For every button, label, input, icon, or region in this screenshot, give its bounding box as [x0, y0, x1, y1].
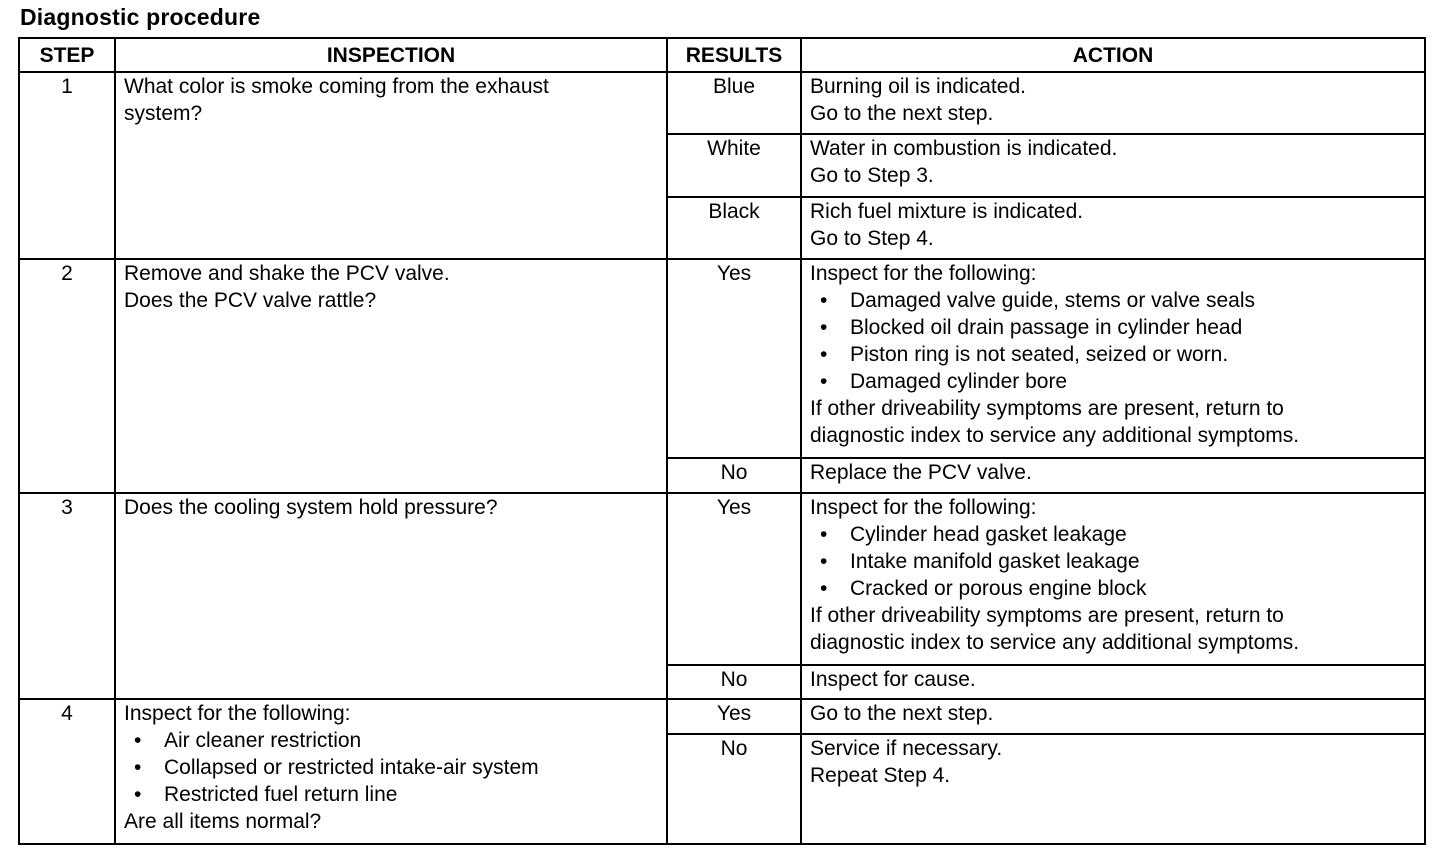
action-text: Water in combustion is indicated.	[810, 137, 1118, 161]
inspection-cell	[115, 493, 667, 699]
action-text: Rich fuel mixture is indicated.	[810, 199, 1084, 223]
result-value: No	[667, 665, 801, 699]
result-value: Blue	[667, 72, 801, 134]
header-inspection: INSPECTION	[115, 38, 667, 72]
action-cell	[801, 458, 1425, 492]
action-bullet	[810, 314, 1416, 341]
action-cell	[801, 699, 1425, 734]
action-bullet	[810, 548, 1416, 575]
bullet-dot-icon: •	[820, 316, 828, 340]
bullet-text: Piston ring is not seated, seized or worn.	[850, 343, 1229, 367]
action-text: Inspect for cause.	[810, 667, 976, 691]
action-cell	[801, 493, 1425, 665]
action-text: diagnostic index to service any additional symptoms.	[810, 424, 1300, 448]
action-text: diagnostic index to service any additional symptoms.	[810, 630, 1300, 654]
action-intro: Inspect for the following:	[810, 262, 1037, 286]
inspection-cell	[115, 72, 667, 259]
inspection-text: Remove and shake the PCV valve.	[124, 262, 450, 286]
table-row	[19, 493, 1425, 665]
inspection-text: What color is smoke coming from the exhaust	[124, 75, 549, 98]
action-cell	[801, 134, 1425, 196]
inspection-text: Inspect for the following:	[124, 702, 351, 725]
action-bullet	[810, 287, 1416, 314]
action-bullet	[810, 368, 1416, 395]
action-cell	[801, 197, 1425, 259]
result-value: No	[667, 458, 801, 492]
inspection-bullet	[124, 781, 658, 808]
step-number: 3	[19, 493, 115, 699]
action-bullet	[810, 341, 1416, 368]
inspection-bullet	[124, 727, 658, 754]
header-step: STEP	[19, 38, 115, 72]
bullet-text: Intake manifold gasket leakage	[850, 549, 1140, 573]
table-row	[19, 699, 1425, 734]
bullet-text: Cylinder head gasket leakage	[850, 522, 1127, 546]
bullet-dot-icon: •	[820, 576, 828, 600]
inspection-question: Are all items normal?	[124, 810, 322, 833]
result-value: No	[667, 734, 801, 844]
action-intro: Inspect for the following:	[810, 495, 1037, 519]
action-text: Replace the PCV valve.	[810, 461, 1032, 485]
action-text: Go to the next step.	[810, 702, 994, 725]
inspection-cell	[115, 259, 667, 493]
bullet-text: Damaged valve guide, stems or valve seals	[850, 289, 1256, 313]
bullet-text: Air cleaner restriction	[164, 729, 362, 752]
bullet-text: Blocked oil drain passage in cylinder head	[850, 316, 1243, 340]
diagnostic-table	[18, 37, 1426, 845]
bullet-dot-icon: •	[820, 549, 828, 573]
action-cell	[801, 72, 1425, 134]
action-cell	[801, 665, 1425, 699]
action-text: Go to Step 4.	[810, 226, 934, 250]
table-row	[19, 259, 1425, 458]
action-text: Burning oil is indicated.	[810, 75, 1026, 98]
bullet-dot-icon: •	[134, 756, 142, 779]
result-value: Yes	[667, 493, 801, 665]
table-row	[19, 72, 1425, 134]
bullet-dot-icon: •	[820, 343, 828, 367]
bullet-text: Collapsed or restricted intake-air system	[164, 756, 539, 779]
bullet-text: Cracked or porous engine block	[850, 576, 1147, 600]
action-text: Go to Step 3.	[810, 164, 934, 188]
page-title: Diagnostic procedure	[20, 4, 261, 30]
bullet-dot-icon: •	[820, 289, 828, 313]
action-bullet	[810, 521, 1416, 548]
bullet-dot-icon: •	[820, 522, 828, 546]
result-value: White	[667, 134, 801, 196]
table-body	[19, 72, 1425, 844]
inspection-text: Does the PCV valve rattle?	[124, 289, 377, 313]
action-cell	[801, 734, 1425, 844]
action-text: If other driveability symptoms are present, return to	[810, 397, 1284, 421]
bullet-text: Damaged cylinder bore	[850, 370, 1068, 394]
inspection-bullet	[124, 754, 658, 781]
header-row	[19, 38, 1425, 72]
action-text: If other driveability symptoms are present, return to	[810, 603, 1284, 627]
bullet-text: Restricted fuel return line	[164, 783, 398, 806]
action-bullet	[810, 575, 1416, 602]
step-number: 2	[19, 259, 115, 493]
header-results: RESULTS	[667, 38, 801, 72]
action-text: Service if necessary.	[810, 737, 1003, 761]
inspection-cell	[115, 699, 667, 844]
action-cell	[801, 259, 1425, 458]
step-number: 4	[19, 699, 115, 844]
action-text: Repeat Step 4.	[810, 764, 951, 788]
result-value: Black	[667, 197, 801, 259]
step-number: 1	[19, 72, 115, 259]
result-value: Yes	[667, 699, 801, 734]
action-text: Go to the next step.	[810, 102, 994, 125]
header-action: ACTION	[801, 38, 1425, 72]
bullet-dot-icon: •	[134, 783, 142, 806]
result-value: Yes	[667, 259, 801, 458]
bullet-dot-icon: •	[820, 370, 828, 394]
inspection-text: system?	[124, 102, 203, 125]
inspection-text: Does the cooling system hold pressure?	[124, 495, 498, 519]
bullet-dot-icon: •	[134, 729, 142, 752]
